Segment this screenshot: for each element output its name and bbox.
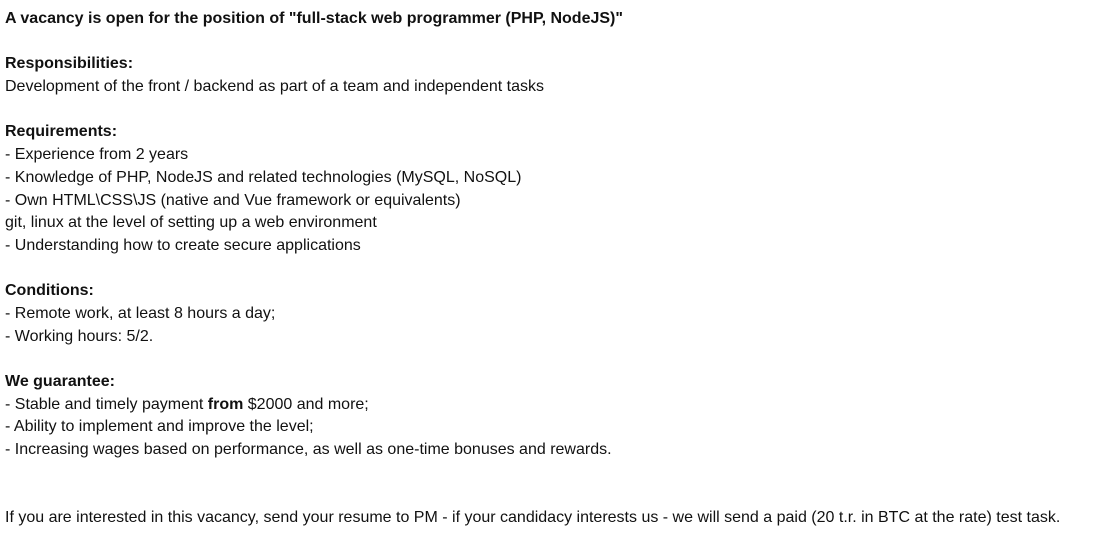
responsibilities-text: Development of the front / backend as part of a team and independent tasks: [5, 78, 545, 96]
payment-suffix: $2000 and more;: [243, 395, 369, 413]
spacer: [5, 462, 1095, 507]
closing-text: If you are interested in this vacancy, send your resume to PM - if your candidacy interests us - we will send a paid (20 t.r. in BTC at the rate) test task.: [5, 509, 1061, 527]
vacancy-document: [5, 8, 1095, 530]
guarantee-heading: We guarantee:: [5, 373, 115, 390]
payment-prefix: - Stable and timely payment: [5, 395, 208, 413]
conditions-section: [5, 280, 1095, 348]
requirement-item: git, linux at the level of setting up a web environment: [5, 214, 377, 232]
guarantee-item: - Ability to implement and improve the level;: [5, 418, 314, 436]
spacer: [5, 99, 1095, 122]
responsibilities-section: [5, 53, 1095, 98]
guarantee-item-payment: [5, 394, 1095, 417]
condition-item: - Remote work, at least 8 hours a day;: [5, 304, 276, 322]
requirement-item: - Understanding how to create secure applications: [5, 236, 361, 254]
requirements-section: [5, 121, 1095, 257]
payment-emphasis: from: [207, 395, 244, 413]
responsibilities-heading: Responsibilities:: [5, 55, 134, 73]
conditions-heading: Conditions:: [5, 282, 94, 300]
requirement-item: - Experience from 2 years: [5, 146, 189, 164]
requirements-heading: Requirements:: [5, 123, 118, 141]
requirement-item: - Knowledge of PHP, NodeJS and related technologies (MySQL, NoSQL): [5, 168, 522, 186]
guarantee-section: [5, 371, 1095, 462]
spacer: [5, 348, 1095, 371]
condition-item: - Working hours: 5/2.: [5, 327, 154, 345]
vacancy-title: A vacancy is open for the position of "full-stack web programmer (PHP, NodeJS)": [5, 10, 623, 27]
guarantee-item: - Increasing wages based on performance, as well as one-time bonuses and rewards.: [5, 441, 612, 459]
spacer: [5, 31, 1095, 54]
spacer: [5, 258, 1095, 281]
requirement-item: - Own HTML\CSS\JS (native and Vue framework or equivalents): [5, 191, 461, 209]
